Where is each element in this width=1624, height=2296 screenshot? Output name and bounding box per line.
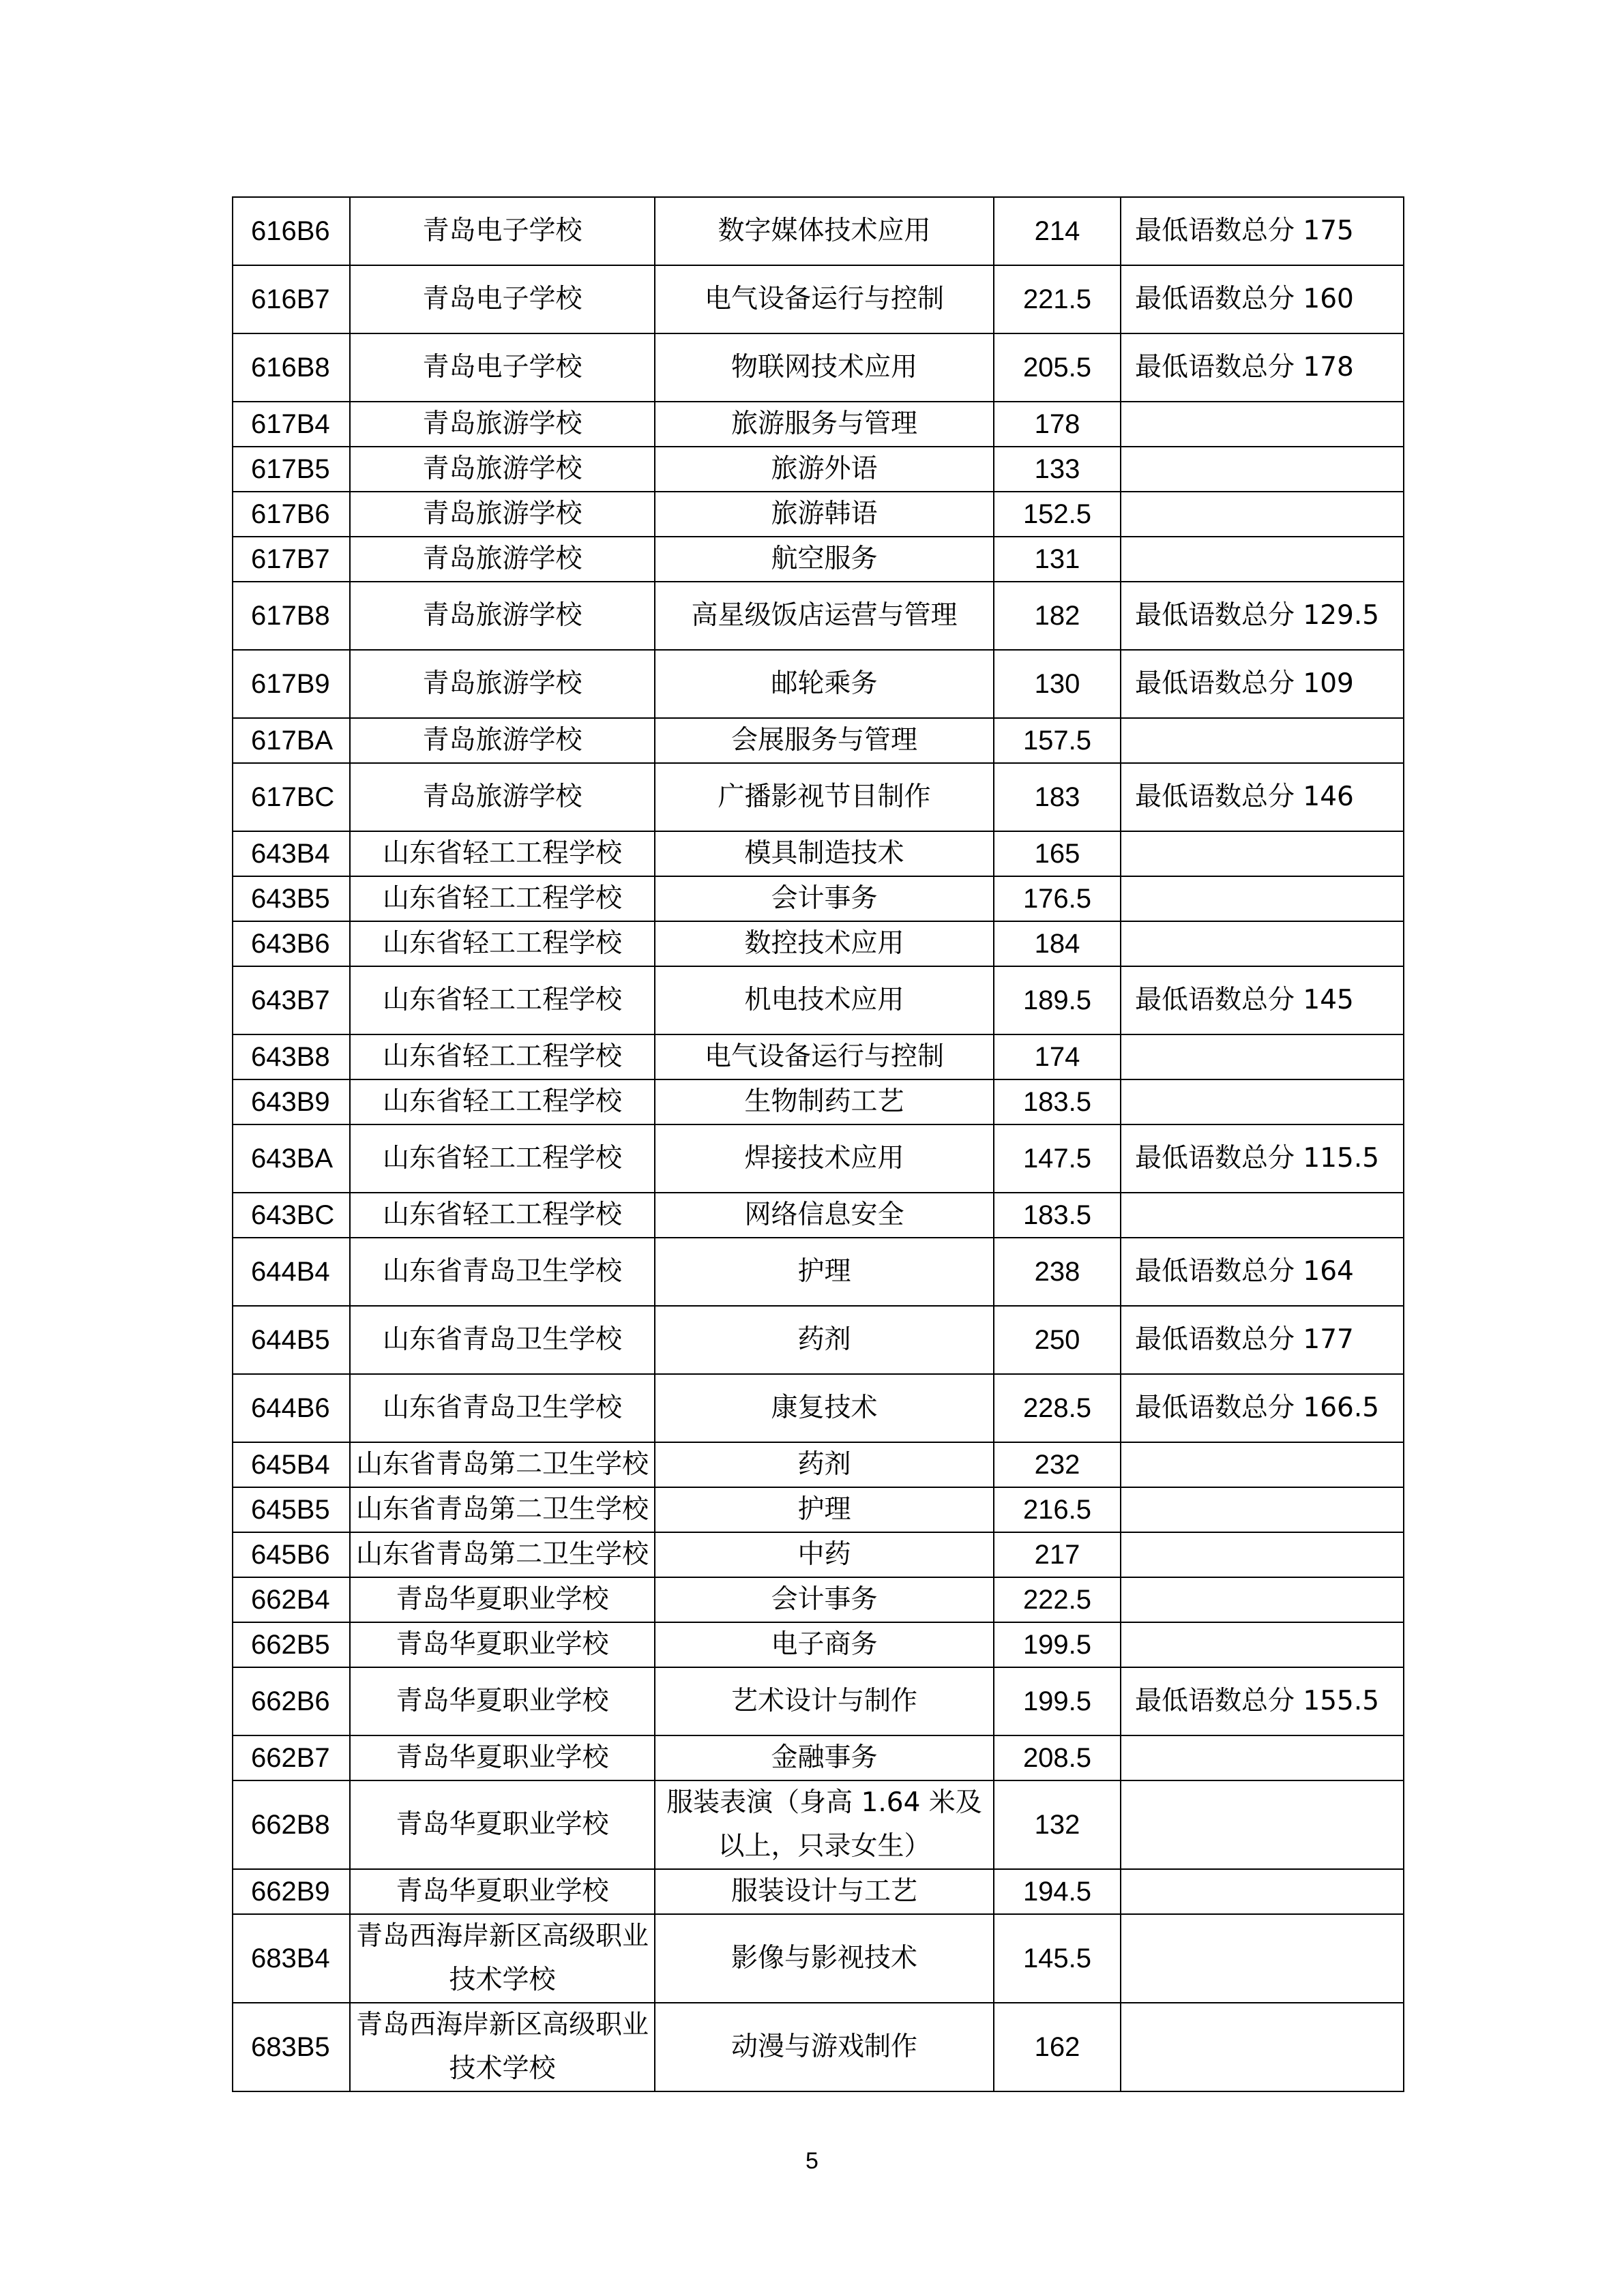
school-code-cell: 617B4 bbox=[233, 402, 350, 447]
school-name-cell: 青岛西海岸新区高级职业技术学校 bbox=[350, 1914, 655, 2003]
major-cell: 网络信息安全 bbox=[655, 1193, 994, 1238]
note-cell bbox=[1121, 492, 1404, 537]
major-cell: 艺术设计与制作 bbox=[655, 1667, 994, 1735]
major-cell: 中药 bbox=[655, 1532, 994, 1577]
school-name-cell: 山东省青岛卫生学校 bbox=[350, 1306, 655, 1374]
school-code-cell: 617B5 bbox=[233, 447, 350, 492]
min-score-cell: 176.5 bbox=[994, 876, 1121, 921]
school-name-cell: 山东省青岛第二卫生学校 bbox=[350, 1487, 655, 1532]
school-code-cell: 645B6 bbox=[233, 1532, 350, 1577]
min-score-cell: 199.5 bbox=[994, 1667, 1121, 1735]
major-cell: 药剂 bbox=[655, 1306, 994, 1374]
school-name-cell: 山东省轻工工程学校 bbox=[350, 1124, 655, 1193]
min-score-cell: 221.5 bbox=[994, 265, 1121, 333]
major-cell: 影像与影视技术 bbox=[655, 1914, 994, 2003]
table-row bbox=[233, 1374, 1404, 1442]
major-cell: 药剂 bbox=[655, 1442, 994, 1487]
major-cell: 航空服务 bbox=[655, 537, 994, 582]
school-code-cell: 617B8 bbox=[233, 582, 350, 650]
table-row bbox=[233, 718, 1404, 763]
school-name-cell: 青岛旅游学校 bbox=[350, 402, 655, 447]
major-cell: 动漫与游戏制作 bbox=[655, 2003, 994, 2091]
school-name-cell: 山东省青岛卫生学校 bbox=[350, 1238, 655, 1306]
school-name-cell: 青岛华夏职业学校 bbox=[350, 1667, 655, 1735]
school-name-cell: 山东省轻工工程学校 bbox=[350, 1079, 655, 1124]
school-name-cell: 青岛华夏职业学校 bbox=[350, 1780, 655, 1869]
min-score-cell: 214 bbox=[994, 197, 1121, 265]
major-cell: 广播影视节目制作 bbox=[655, 763, 994, 831]
school-name-cell: 山东省轻工工程学校 bbox=[350, 921, 655, 966]
major-cell: 会计事务 bbox=[655, 876, 994, 921]
school-code-cell: 643BA bbox=[233, 1124, 350, 1193]
table-row bbox=[233, 1034, 1404, 1079]
table-row bbox=[233, 447, 1404, 492]
note-cell: 最低语数总分 155.5 bbox=[1121, 1667, 1404, 1735]
note-cell bbox=[1121, 1193, 1404, 1238]
major-cell: 数字媒体技术应用 bbox=[655, 197, 994, 265]
min-score-cell: 132 bbox=[994, 1780, 1121, 1869]
note-cell: 最低语数总分 129.5 bbox=[1121, 582, 1404, 650]
min-score-cell: 131 bbox=[994, 537, 1121, 582]
major-cell: 电气设备运行与控制 bbox=[655, 1034, 994, 1079]
major-cell: 会展服务与管理 bbox=[655, 718, 994, 763]
major-cell: 康复技术 bbox=[655, 1374, 994, 1442]
table-row bbox=[233, 1532, 1404, 1577]
table-row bbox=[233, 1735, 1404, 1780]
school-name-cell: 青岛旅游学校 bbox=[350, 650, 655, 718]
table-row bbox=[233, 650, 1404, 718]
school-code-cell: 616B8 bbox=[233, 333, 350, 402]
table-row bbox=[233, 333, 1404, 402]
table-row bbox=[233, 1780, 1404, 1869]
min-score-cell: 194.5 bbox=[994, 1869, 1121, 1914]
school-code-cell: 644B6 bbox=[233, 1374, 350, 1442]
school-name-cell: 山东省轻工工程学校 bbox=[350, 1193, 655, 1238]
note-cell bbox=[1121, 718, 1404, 763]
note-cell bbox=[1121, 1532, 1404, 1577]
major-cell: 旅游韩语 bbox=[655, 492, 994, 537]
school-name-cell: 山东省青岛卫生学校 bbox=[350, 1374, 655, 1442]
min-score-cell: 152.5 bbox=[994, 492, 1121, 537]
note-cell bbox=[1121, 1442, 1404, 1487]
school-name-cell: 山东省轻工工程学校 bbox=[350, 1034, 655, 1079]
school-name-cell: 青岛旅游学校 bbox=[350, 537, 655, 582]
major-cell: 护理 bbox=[655, 1238, 994, 1306]
table-row bbox=[233, 1487, 1404, 1532]
note-cell bbox=[1121, 921, 1404, 966]
note-cell: 最低语数总分 115.5 bbox=[1121, 1124, 1404, 1193]
table-row bbox=[233, 537, 1404, 582]
school-code-cell: 662B9 bbox=[233, 1869, 350, 1914]
note-cell bbox=[1121, 831, 1404, 876]
table-row bbox=[233, 831, 1404, 876]
page-number: 5 bbox=[806, 2148, 818, 2174]
note-cell bbox=[1121, 1780, 1404, 1869]
school-code-cell: 616B7 bbox=[233, 265, 350, 333]
major-cell: 金融事务 bbox=[655, 1735, 994, 1780]
min-score-cell: 189.5 bbox=[994, 966, 1121, 1034]
min-score-cell: 130 bbox=[994, 650, 1121, 718]
admission-score-table bbox=[232, 196, 1404, 2092]
major-cell: 焊接技术应用 bbox=[655, 1124, 994, 1193]
table-row bbox=[233, 582, 1404, 650]
school-code-cell: 662B7 bbox=[233, 1735, 350, 1780]
min-score-cell: 208.5 bbox=[994, 1735, 1121, 1780]
min-score-cell: 238 bbox=[994, 1238, 1121, 1306]
school-code-cell: 643B6 bbox=[233, 921, 350, 966]
school-name-cell: 山东省青岛第二卫生学校 bbox=[350, 1532, 655, 1577]
min-score-cell: 205.5 bbox=[994, 333, 1121, 402]
min-score-cell: 199.5 bbox=[994, 1622, 1121, 1667]
major-cell: 旅游服务与管理 bbox=[655, 402, 994, 447]
min-score-cell: 216.5 bbox=[994, 1487, 1121, 1532]
school-code-cell: 662B4 bbox=[233, 1577, 350, 1622]
note-cell: 最低语数总分 177 bbox=[1121, 1306, 1404, 1374]
major-cell: 邮轮乘务 bbox=[655, 650, 994, 718]
major-cell: 服装表演（身高 1.64 米及以上，只录女生） bbox=[655, 1780, 994, 1869]
table-row bbox=[233, 1914, 1404, 2003]
table-row bbox=[233, 265, 1404, 333]
school-code-cell: 643B7 bbox=[233, 966, 350, 1034]
major-cell: 护理 bbox=[655, 1487, 994, 1532]
school-code-cell: 683B4 bbox=[233, 1914, 350, 2003]
table-row bbox=[233, 1869, 1404, 1914]
table-row bbox=[233, 1577, 1404, 1622]
min-score-cell: 183.5 bbox=[994, 1079, 1121, 1124]
major-cell: 旅游外语 bbox=[655, 447, 994, 492]
note-cell bbox=[1121, 537, 1404, 582]
major-cell: 高星级饭店运营与管理 bbox=[655, 582, 994, 650]
table-row bbox=[233, 1124, 1404, 1193]
major-cell: 机电技术应用 bbox=[655, 966, 994, 1034]
school-code-cell: 643BC bbox=[233, 1193, 350, 1238]
school-name-cell: 青岛华夏职业学校 bbox=[350, 1577, 655, 1622]
min-score-cell: 147.5 bbox=[994, 1124, 1121, 1193]
school-name-cell: 青岛华夏职业学校 bbox=[350, 1869, 655, 1914]
school-code-cell: 662B5 bbox=[233, 1622, 350, 1667]
table-row bbox=[233, 1079, 1404, 1124]
min-score-cell: 183 bbox=[994, 763, 1121, 831]
table-row bbox=[233, 876, 1404, 921]
major-cell: 电气设备运行与控制 bbox=[655, 265, 994, 333]
note-cell: 最低语数总分 160 bbox=[1121, 265, 1404, 333]
table-row bbox=[233, 492, 1404, 537]
school-code-cell: 662B6 bbox=[233, 1667, 350, 1735]
table-row bbox=[233, 763, 1404, 831]
school-name-cell: 青岛旅游学校 bbox=[350, 447, 655, 492]
note-cell bbox=[1121, 1487, 1404, 1532]
min-score-cell: 157.5 bbox=[994, 718, 1121, 763]
major-cell: 模具制造技术 bbox=[655, 831, 994, 876]
school-name-cell: 青岛电子学校 bbox=[350, 265, 655, 333]
table-row bbox=[233, 2003, 1404, 2091]
table-body bbox=[233, 197, 1404, 2091]
major-cell: 电子商务 bbox=[655, 1622, 994, 1667]
min-score-cell: 184 bbox=[994, 921, 1121, 966]
min-score-cell: 232 bbox=[994, 1442, 1121, 1487]
major-cell: 会计事务 bbox=[655, 1577, 994, 1622]
note-cell bbox=[1121, 2003, 1404, 2091]
min-score-cell: 250 bbox=[994, 1306, 1121, 1374]
table-row bbox=[233, 402, 1404, 447]
school-name-cell: 青岛华夏职业学校 bbox=[350, 1622, 655, 1667]
note-cell: 最低语数总分 145 bbox=[1121, 966, 1404, 1034]
school-code-cell: 643B5 bbox=[233, 876, 350, 921]
note-cell: 最低语数总分 109 bbox=[1121, 650, 1404, 718]
school-code-cell: 643B8 bbox=[233, 1034, 350, 1079]
note-cell bbox=[1121, 1622, 1404, 1667]
school-code-cell: 643B4 bbox=[233, 831, 350, 876]
school-code-cell: 645B5 bbox=[233, 1487, 350, 1532]
min-score-cell: 217 bbox=[994, 1532, 1121, 1577]
major-cell: 生物制药工艺 bbox=[655, 1079, 994, 1124]
note-cell bbox=[1121, 1034, 1404, 1079]
min-score-cell: 133 bbox=[994, 447, 1121, 492]
school-code-cell: 662B8 bbox=[233, 1780, 350, 1869]
school-code-cell: 683B5 bbox=[233, 2003, 350, 2091]
table-row bbox=[233, 1306, 1404, 1374]
school-code-cell: 616B6 bbox=[233, 197, 350, 265]
school-name-cell: 青岛华夏职业学校 bbox=[350, 1735, 655, 1780]
school-code-cell: 617B7 bbox=[233, 537, 350, 582]
table-row bbox=[233, 1442, 1404, 1487]
table-row bbox=[233, 1193, 1404, 1238]
table-row bbox=[233, 1238, 1404, 1306]
note-cell bbox=[1121, 402, 1404, 447]
min-score-cell: 165 bbox=[994, 831, 1121, 876]
min-score-cell: 222.5 bbox=[994, 1577, 1121, 1622]
note-cell: 最低语数总分 166.5 bbox=[1121, 1374, 1404, 1442]
school-name-cell: 青岛电子学校 bbox=[350, 197, 655, 265]
note-cell: 最低语数总分 146 bbox=[1121, 763, 1404, 831]
note-cell: 最低语数总分 178 bbox=[1121, 333, 1404, 402]
school-code-cell: 617BC bbox=[233, 763, 350, 831]
major-cell: 数控技术应用 bbox=[655, 921, 994, 966]
school-code-cell: 644B5 bbox=[233, 1306, 350, 1374]
note-cell bbox=[1121, 1914, 1404, 2003]
major-cell: 服装设计与工艺 bbox=[655, 1869, 994, 1914]
note-cell bbox=[1121, 876, 1404, 921]
note-cell: 最低语数总分 175 bbox=[1121, 197, 1404, 265]
school-name-cell: 青岛旅游学校 bbox=[350, 763, 655, 831]
note-cell: 最低语数总分 164 bbox=[1121, 1238, 1404, 1306]
school-name-cell: 山东省轻工工程学校 bbox=[350, 966, 655, 1034]
school-name-cell: 青岛旅游学校 bbox=[350, 492, 655, 537]
min-score-cell: 182 bbox=[994, 582, 1121, 650]
school-name-cell: 山东省青岛第二卫生学校 bbox=[350, 1442, 655, 1487]
school-name-cell: 青岛电子学校 bbox=[350, 333, 655, 402]
school-code-cell: 645B4 bbox=[233, 1442, 350, 1487]
note-cell bbox=[1121, 1577, 1404, 1622]
table-row bbox=[233, 966, 1404, 1034]
min-score-cell: 174 bbox=[994, 1034, 1121, 1079]
school-name-cell: 青岛旅游学校 bbox=[350, 718, 655, 763]
school-name-cell: 青岛旅游学校 bbox=[350, 582, 655, 650]
table-row bbox=[233, 1667, 1404, 1735]
school-name-cell: 山东省轻工工程学校 bbox=[350, 831, 655, 876]
school-name-cell: 青岛西海岸新区高级职业技术学校 bbox=[350, 2003, 655, 2091]
min-score-cell: 162 bbox=[994, 2003, 1121, 2091]
min-score-cell: 178 bbox=[994, 402, 1121, 447]
note-cell bbox=[1121, 447, 1404, 492]
note-cell bbox=[1121, 1079, 1404, 1124]
min-score-cell: 145.5 bbox=[994, 1914, 1121, 2003]
major-cell: 物联网技术应用 bbox=[655, 333, 994, 402]
school-name-cell: 山东省轻工工程学校 bbox=[350, 876, 655, 921]
school-code-cell: 617BA bbox=[233, 718, 350, 763]
note-cell bbox=[1121, 1735, 1404, 1780]
table-row bbox=[233, 1622, 1404, 1667]
min-score-cell: 228.5 bbox=[994, 1374, 1121, 1442]
school-code-cell: 617B9 bbox=[233, 650, 350, 718]
min-score-cell: 183.5 bbox=[994, 1193, 1121, 1238]
school-code-cell: 643B9 bbox=[233, 1079, 350, 1124]
table-row bbox=[233, 921, 1404, 966]
note-cell bbox=[1121, 1869, 1404, 1914]
school-code-cell: 644B4 bbox=[233, 1238, 350, 1306]
table-row bbox=[233, 197, 1404, 265]
school-code-cell: 617B6 bbox=[233, 492, 350, 537]
